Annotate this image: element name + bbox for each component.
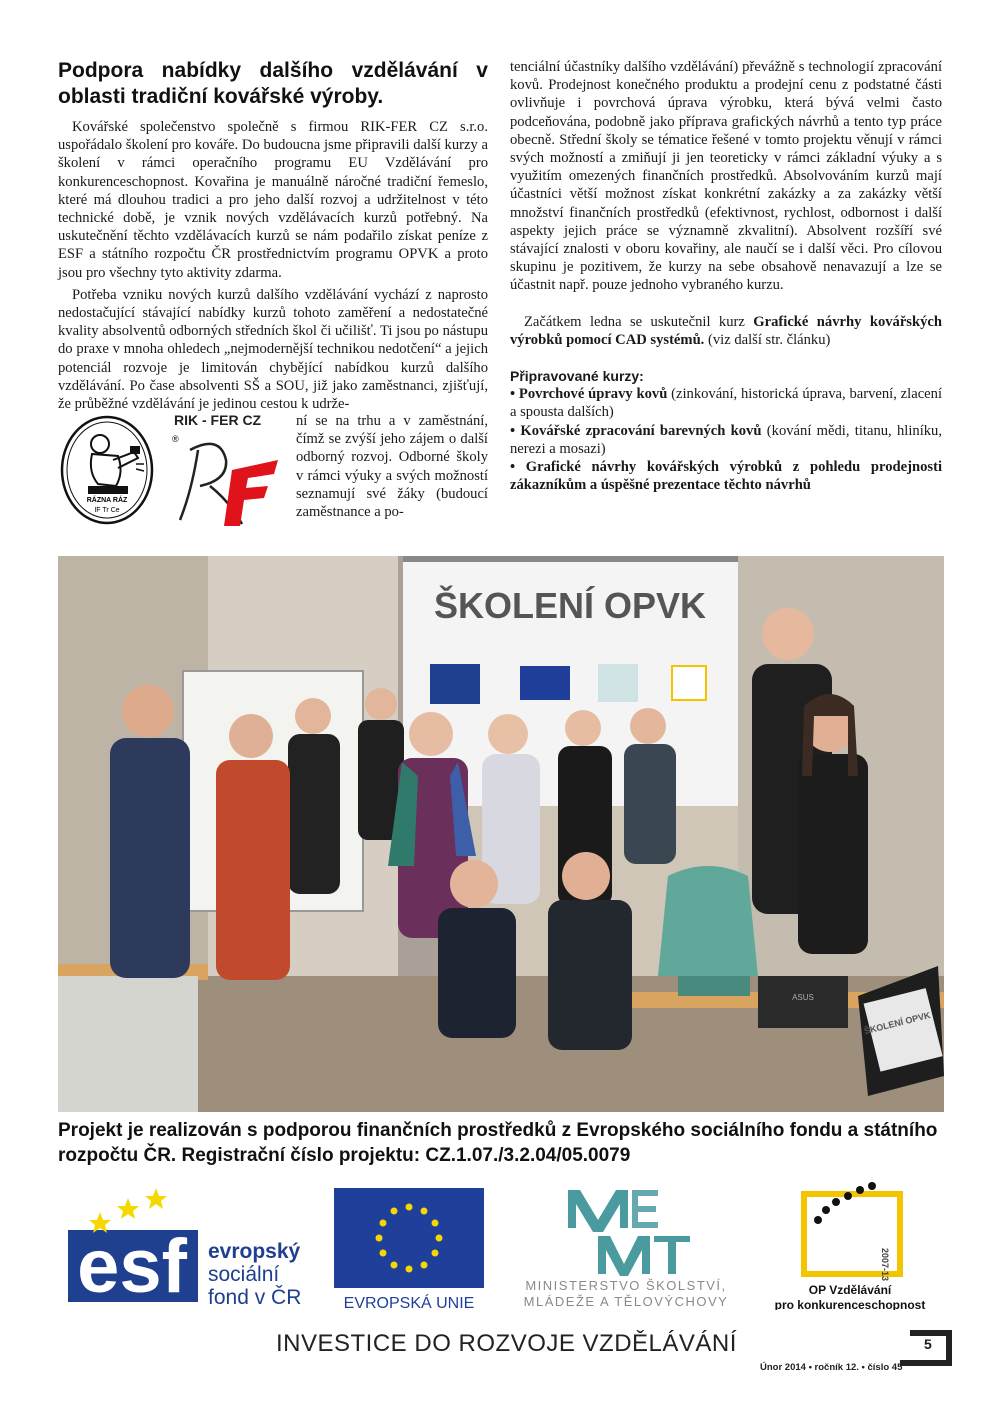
- rikfer-logo: [170, 412, 288, 530]
- esf-line-3: fond v ČR: [208, 1286, 302, 1309]
- screen-title: ŠKOLENÍ OPVK: [433, 585, 707, 626]
- laptop-brand: ASUS: [792, 993, 814, 1002]
- esf-logo: [68, 1188, 301, 1309]
- left-column: [58, 58, 488, 417]
- eu-logo: [334, 1188, 484, 1310]
- article-title: Podpora nabídky dalšího vzdělávání v oblasti tradiční kovářské výroby.: [58, 59, 488, 108]
- op-years: 2007-13: [880, 1248, 890, 1282]
- sponsor-logos: [58, 1180, 944, 1310]
- course-name: • Grafické návrhy kovářských výrobků z pohledu prodejnosti zákazníkům a úspěšné prezentace těchto návrhů: [510, 459, 942, 494]
- course-item-1: [510, 385, 942, 421]
- msmt-logo: [524, 1190, 729, 1309]
- guild-motto-2: IF Tr Ce: [94, 507, 120, 514]
- project-caption: Projekt je realizován s podporou finančních prostředků z Evropského sociálního fondu a státního rozpočtu ČR. Registrační číslo projektu: CZ.1.07./3.2.04/05.0079: [58, 1120, 938, 1166]
- paragraph-need: Potřeba vzniku nových kurzů dalšího vzdělávání vychází z naprosto nedostačující stávající nabídky kurzů tohoto zaměření a nedostatečné kvality absolventů odborných středních škol či učilišť. Ti jsou po nástupu do praxe v mnoha ohledech „nejmodernější technikou nedotčení“ a jejich potenciál rozvoje je limitován chybějící nabídkou kurzů dalšího vzdělávání. Po čase absolventi SŠ a SOU, již jako zaměstnanci, zjišťují, že průběžné vzdělávání je jedinou cestou k udrže-: [58, 286, 488, 413]
- blacksmith-guild-logo: [58, 414, 156, 526]
- course-details: (kování mědi, titanu, hliníku, nerezi a mosazi): [510, 422, 943, 457]
- page-number-box: [900, 1330, 952, 1366]
- course-details: (zinkování, historická úprava, barvení, zlacení a spousta dalších): [510, 386, 942, 421]
- page-number: 5: [924, 1336, 932, 1352]
- msmt-line-2: MLÁDEŽE A TĚLOVÝCHOVY: [523, 1294, 729, 1309]
- planned-courses-heading: Připravované kurzy:: [510, 368, 644, 385]
- paragraph-intro: Kovářské společenstvo společně s firmou RIK-FER CZ s.r.o. uspořádalo školení pro kováře. Do budoucna jsme připravili další kurzy a školení v rámci operačního programu EU Vzdělávání pro konkurenceschopnost. Kovařina je manuálně náročné tradiční řemeslo, které má dlouhou tradici a pro jeho další rozvoj a udržitelnost v této technické době, je vznik nových vzdělávacích kurzů potřebný. Na uskutečnění těchto vzdělávacích kurzů se nám podařilo získat peníze z ESF a státního rozpočtu ČR prostřednictvím programu OPVK a proto jsou pro všechny tyto aktivity zdarma.: [58, 119, 488, 281]
- op-vk-logo: [775, 1182, 926, 1310]
- laptop-screen-title: ŠKOLENÍ OPVK: [863, 1010, 932, 1037]
- op-line-1: OP Vzdělávání: [808, 1283, 892, 1297]
- course-item-3: [510, 458, 942, 494]
- op-line-2: pro konkurenceschopnost: [774, 1298, 926, 1310]
- course-name: • Povrchové úpravy kovů: [510, 386, 668, 403]
- course-name: • Kovářské zpracování barevných kovů: [510, 422, 762, 439]
- january-prefix: Začátkem ledna se uskutečnil kurz: [524, 313, 754, 330]
- rikfer-title: RIK - FER CZ: [174, 412, 262, 428]
- esf-word: esf: [77, 1224, 187, 1309]
- msmt-line-1: MINISTERSTVO ŠKOLSTVÍ,: [525, 1278, 727, 1293]
- esf-line-1: evropský: [208, 1240, 301, 1263]
- eu-label: EVROPSKÁ UNIE: [343, 1295, 475, 1310]
- guild-motto: RÁZNA RÁZ: [86, 497, 128, 504]
- issue-info: Únor 2014 • ročník 12. • číslo 45: [760, 1362, 903, 1373]
- paragraph-january: [510, 313, 942, 349]
- paragraph-continued: tenciální účastníky dalšího vzdělávání) převážně s technologií zpracování kovů. Prodejnost konečného produktu a prodejní cenu z podstatné části ovlivňuje i povrchová úprava výrobku, která bývá velmi často podceňována, podobně jako příprava grafických návrhů a tento typ práce obecně. Střední školy se tématice řešené v tomto projektu věnují v rámci svých možností a zmiňují ji jen teoreticky v rámci základní výuky a s využitím omezených finančních prostředků. Absolvováním kurzů mají účastníci větší možnost získat konkrétní zakázky a za zakázky větší množství finančních prostředků (efektivnost, rychlost, odbornost i další aspekty jejich práce se významně zkvalitní). Absolvent rozšíří své stávající znalosti v oboru kovařiny, ale naučí se i další věci. Pro cílovou skupinu je pozitivem, že kurzy na sebe obsahově nenavazují a lze se účastnit např. pouze jednoho vybraného kurzu.: [510, 59, 942, 294]
- investice-slogan: INVESTICE DO ROZVOJE VZDĚLÁVÁNÍ: [276, 1330, 737, 1357]
- esf-line-2: sociální: [208, 1263, 280, 1286]
- course-item-2: [510, 422, 942, 458]
- january-course: Grafické návrhy kovářských výrobků pomocí CAD systémů.: [510, 313, 942, 348]
- group-photo: [58, 556, 944, 1112]
- wrapped-paragraph: ní se na trhu a v zaměstnání, čímž se zvýší jeho zájem o další odborný rozvoj. Odborné školy v rámci výuky a svých možností seznamují své žáky (budoucí zaměstnance a po-: [296, 413, 488, 521]
- january-suffix: (viz další str. článku): [704, 331, 831, 348]
- right-column: [510, 58, 942, 494]
- partner-logos: [58, 412, 290, 530]
- registered-mark: ®: [172, 434, 179, 444]
